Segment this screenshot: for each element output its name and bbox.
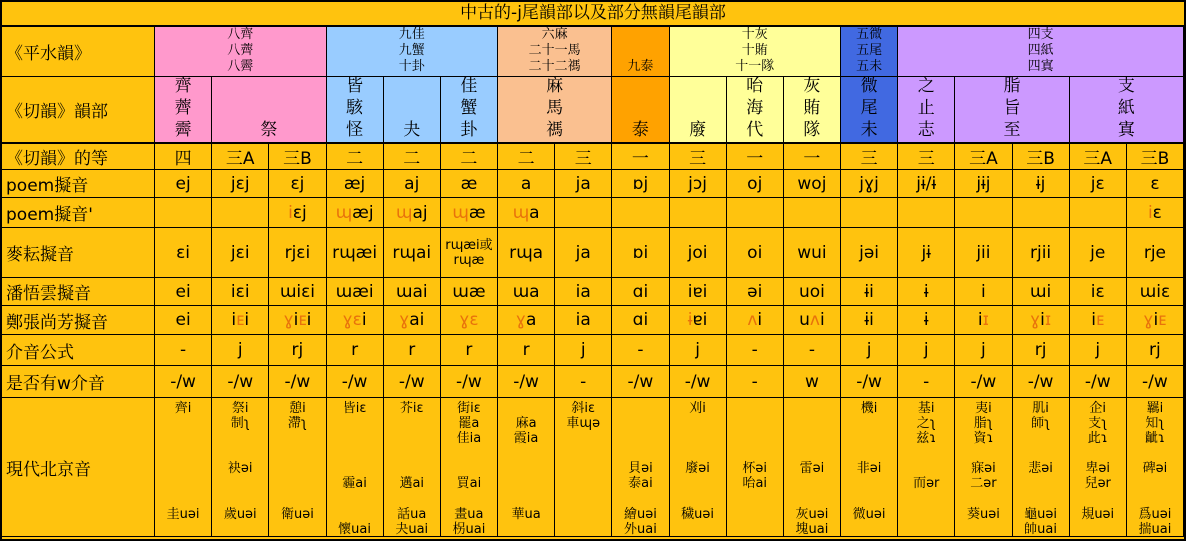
w-cell-15: -/w [1013,366,1070,398]
yunbu-group-3: 夬 [384,77,441,144]
maiyun-cell-5: rɰæi或 rɰæ [441,228,498,278]
maiyun-cell-0: ɛi [155,228,212,278]
jieyin-cell-9: j [670,335,727,366]
zhengzhang-cell-3: ɣɛ i [327,306,384,335]
maiyun-cell-9: joi [670,228,727,278]
poem-cell-1: jɛj [212,170,269,198]
beijing-cell-12: 機i 非əi 微uəi [841,398,898,537]
pingshui-group-0: 八齊 八薺 八霽 [155,27,327,77]
pingshui-group-1: 九佳 九蟹 十卦 [327,27,499,77]
deng-cell-13: 三 [898,144,955,170]
poem2-cell-0 [155,198,212,228]
deng-cell-14: 三A [955,144,1012,170]
jieyin-cell-12: j [841,335,898,366]
row-label-poem: poem擬音 [2,170,155,198]
poem2-cell-5: ɰ æ [441,198,498,228]
w-cell-11: w [784,366,841,398]
w-cell-16: -/w [1070,366,1127,398]
beijing-cell-0: 齊i 圭uəi [155,398,212,537]
maiyun-cell-13: jɨ [898,228,955,278]
beijing-cell-8: 貝əi 泰ai 繪uəi 外uai [612,398,669,537]
zhengzhang-cell-7: ia [555,306,612,335]
yunbu-group-4: 佳 蟹 卦 [441,77,498,144]
zhengzhang-cell-5: ɣɛ [441,306,498,335]
pan-cell-6: ɯa [498,278,555,306]
maiyun-cell-1: jɛi [212,228,269,278]
poem-cell-8: ɒj [612,170,669,198]
deng-cell-10: 一 [727,144,784,170]
yunbu-group-5: 麻 馬 禡 [498,77,612,144]
row-label-pan: 潘悟雲擬音 [2,278,155,306]
poem2-cell-17: i ɛ [1127,198,1184,228]
row-label-zhengzhang: 鄭張尚芳擬音 [2,306,155,335]
yunbu-group-1: 祭 [212,77,326,144]
poem-cell-0: ej [155,170,212,198]
poem-cell-7: ja [555,170,612,198]
poem2-cell-2: i ɛj [269,198,326,228]
deng-cell-6: 二 [498,144,555,170]
poem2-cell-4: ɰ aj [384,198,441,228]
maiyun-cell-7: ja [555,228,612,278]
jieyin-cell-4: r [384,335,441,366]
maiyun-cell-17: rje [1127,228,1184,278]
maiyun-cell-4: rɰai [384,228,441,278]
pan-cell-1: iɛi [212,278,269,306]
pingshui-group-4: 十灰 十賄 十一隊 [670,27,842,77]
pan-cell-9: iɐi [670,278,727,306]
beijing-cell-13: 基i 之ʅ 兹ɿ 而ər [898,398,955,537]
yunbu-group-12: 脂 旨 至 [955,77,1069,144]
deng-cell-17: 三B [1127,144,1184,170]
row-label-deng: 《切韻》的等 [2,144,155,170]
jieyin-cell-15: rj [1013,335,1070,366]
pan-cell-15: ɯi [1013,278,1070,306]
poem2-cell-6: ɰ a [498,198,555,228]
page-title: 中古的-j尾韻部以及部分無韻尾韻部 [2,2,1184,27]
poem2-cell-11 [784,198,841,228]
w-cell-17: -/w [1127,366,1184,398]
poem-cell-5: æ [441,170,498,198]
w-cell-13: - [898,366,955,398]
poem2-cell-8 [612,198,669,228]
zhengzhang-cell-9: ɨ ɐi [670,306,727,335]
w-cell-10: - [727,366,784,398]
w-cell-12: -/w [841,366,898,398]
jieyin-cell-13: j [898,335,955,366]
beijing-cell-5: 街iɛ 罷a 佳ia 買ai 畫ua 柺uai [441,398,498,537]
pan-cell-3: ɯæi [327,278,384,306]
beijing-cell-11: 雷əi 灰uəi 塊uai [784,398,841,537]
yunbu-group-7: 廢 [670,77,727,144]
beijing-cell-3: 皆iɛ 霾ai 懷uai [327,398,384,537]
beijing-cell-9: 刈i 廢əi 穢uəi [670,398,727,537]
maiyun-cell-2: rjɛi [269,228,326,278]
poem2-cell-16 [1070,198,1127,228]
poem2-cell-13 [898,198,955,228]
w-cell-4: -/w [384,366,441,398]
deng-cell-11: 一 [784,144,841,170]
jieyin-cell-1: j [212,335,269,366]
deng-cell-1: 三A [212,144,269,170]
pingshui-group-5: 五微 五尾 五未 [841,27,898,77]
poem2-cell-15 [1013,198,1070,228]
beijing-cell-2: 憩i 滯ʅ 衛uəi [269,398,326,537]
poem-cell-17: ɛ [1127,170,1184,198]
deng-cell-12: 三 [841,144,898,170]
poem-cell-10: oj [727,170,784,198]
pan-cell-13: ɨ [898,278,955,306]
poem2-cell-14 [955,198,1012,228]
zhengzhang-cell-16: i ᴇ [1070,306,1127,335]
pan-cell-0: ei [155,278,212,306]
maiyun-cell-3: rɰæi [327,228,384,278]
deng-cell-9: 三 [670,144,727,170]
deng-cell-16: 三A [1070,144,1127,170]
w-cell-14: -/w [955,366,1012,398]
poem2-cell-1 [212,198,269,228]
poem2-cell-7 [555,198,612,228]
jieyin-cell-5: r [441,335,498,366]
beijing-cell-17: 羈i 知ʅ 齜ɿ 碑əi 爲uəi 揣uai [1127,398,1184,537]
poem2-cell-3: ɰ æj [327,198,384,228]
w-cell-1: -/w [212,366,269,398]
beijing-cell-1: 祭i 制ʅ 袂əi 歲uəi [212,398,269,537]
zhengzhang-cell-11: u ʌ i [784,306,841,335]
w-cell-5: -/w [441,366,498,398]
deng-cell-5: 二 [441,144,498,170]
maiyun-cell-8: ɒi [612,228,669,278]
pan-cell-8: ɑi [612,278,669,306]
beijing-cell-6: 麻a 霞ia 華ua [498,398,555,537]
yunbu-group-0: 齊 薺 霽 [155,77,212,144]
row-label-pingshui: 《平水韻》 [2,27,155,77]
beijing-cell-14: 夷i 脂ʅ 資ɿ 寐əi 二ər 葵uəi [955,398,1012,537]
beijing-cell-4: 芥iɛ 邁ai 話ua 夬uai [384,398,441,537]
deng-cell-7: 三 [555,144,612,170]
deng-cell-8: 一 [612,144,669,170]
jieyin-cell-3: r [327,335,384,366]
jieyin-cell-11: - [784,335,841,366]
poem2-cell-9 [670,198,727,228]
poem-cell-14: jɨj [955,170,1012,198]
pan-cell-12: ɨi [841,278,898,306]
yunbu-group-8: 咍 海 代 [727,77,784,144]
deng-cell-15: 三B [1013,144,1070,170]
pan-cell-11: uoi [784,278,841,306]
yunbu-group-11: 之 止 志 [898,77,955,144]
pingshui-group-2: 六麻 二十一馬 二十二禡 [498,27,612,77]
jieyin-cell-0: - [155,335,212,366]
zhengzhang-cell-14: i ɪ [955,306,1012,335]
poem-cell-12: jɣj [841,170,898,198]
beijing-cell-15: 肌i 師ʅ 悲əi 龜uəi 帥uai [1013,398,1070,537]
w-cell-6: -/w [498,366,555,398]
jieyin-cell-14: j [955,335,1012,366]
zhengzhang-cell-6: ɣ a [498,306,555,335]
row-label-poem2: poem擬音' [2,198,155,228]
poem-cell-6: a [498,170,555,198]
row-label-w: 是否有w介音 [2,366,155,398]
w-cell-8: -/w [612,366,669,398]
w-cell-3: -/w [327,366,384,398]
jieyin-cell-7: j [555,335,612,366]
pan-cell-16: iɛ [1070,278,1127,306]
zhengzhang-cell-8: ɑi [612,306,669,335]
pan-cell-17: ɯiɛ [1127,278,1184,306]
maiyun-cell-10: oi [727,228,784,278]
poem2-cell-10 [727,198,784,228]
jieyin-cell-17: rj [1127,335,1184,366]
w-cell-2: -/w [269,366,326,398]
poem-cell-4: aj [384,170,441,198]
w-cell-7: - [555,366,612,398]
w-cell-0: -/w [155,366,212,398]
zhengzhang-cell-13: ɨ [898,306,955,335]
yunbu-group-10: 微 尾 未 [841,77,898,144]
beijing-cell-16: 企i 支ʅ 此ɿ 卑əi 兒ər 規uəi [1070,398,1127,537]
yunbu-group-6: 泰 [612,77,669,144]
zhengzhang-cell-10: ʌ i [727,306,784,335]
zhengzhang-cell-0: ei [155,306,212,335]
poem-cell-15: ɨj [1013,170,1070,198]
deng-cell-0: 四 [155,144,212,170]
w-cell-9: -/w [670,366,727,398]
poem-cell-16: jɛ [1070,170,1127,198]
yunbu-group-13: 支 紙 寘 [1070,77,1184,144]
yunbu-group-9: 灰 賄 隊 [784,77,841,144]
zhengzhang-cell-2: ɣ i ᴇ i [269,306,326,335]
zhengzhang-cell-17: ɣ i ᴇ [1127,306,1184,335]
maiyun-cell-12: jəi [841,228,898,278]
row-label-yunbu: 《切韻》韻部 [2,77,155,144]
poem-cell-13: jɨ/ɨ [898,170,955,198]
rhyme-table-grid [2,27,1184,537]
jieyin-cell-2: rj [269,335,326,366]
pan-cell-5: ɯæ [441,278,498,306]
yunbu-group-2: 皆 駭 怪 [327,77,384,144]
row-label-maiyun: 麥耘擬音 [2,228,155,278]
zhengzhang-cell-1: i ᴇ i [212,306,269,335]
maiyun-cell-15: rjii [1013,228,1070,278]
poem2-cell-12 [841,198,898,228]
jieyin-cell-10: - [727,335,784,366]
jieyin-cell-16: j [1070,335,1127,366]
zhengzhang-cell-4: ɣ ai [384,306,441,335]
deng-cell-2: 三B [269,144,326,170]
maiyun-cell-14: jii [955,228,1012,278]
beijing-cell-7: 斜iɛ 車ɰə [555,398,612,537]
pan-cell-2: ɯiɛi [269,278,326,306]
poem-cell-9: jɔj [670,170,727,198]
row-label-jieyin: 介音公式 [2,335,155,366]
pingshui-group-6: 四支 四紙 四寘 [898,27,1184,77]
pan-cell-7: ia [555,278,612,306]
zhengzhang-cell-12: ɨi [841,306,898,335]
pan-cell-4: ɯai [384,278,441,306]
zhengzhang-cell-15: ɣ i ɪ [1013,306,1070,335]
maiyun-cell-11: wui [784,228,841,278]
poem-cell-2: ɛj [269,170,326,198]
beijing-cell-10: 杯əi 咍ai [727,398,784,537]
maiyun-cell-16: je [1070,228,1127,278]
deng-cell-3: 二 [327,144,384,170]
maiyun-cell-6: rɰa [498,228,555,278]
poem-cell-3: æj [327,170,384,198]
deng-cell-4: 二 [384,144,441,170]
row-label-beijing: 現代北京音 [2,398,155,537]
pan-cell-10: əi [727,278,784,306]
jieyin-cell-8: - [612,335,669,366]
pingshui-group-3: 九泰 [612,27,669,77]
jieyin-cell-6: r [498,335,555,366]
pan-cell-14: i [955,278,1012,306]
poem-cell-11: woj [784,170,841,198]
